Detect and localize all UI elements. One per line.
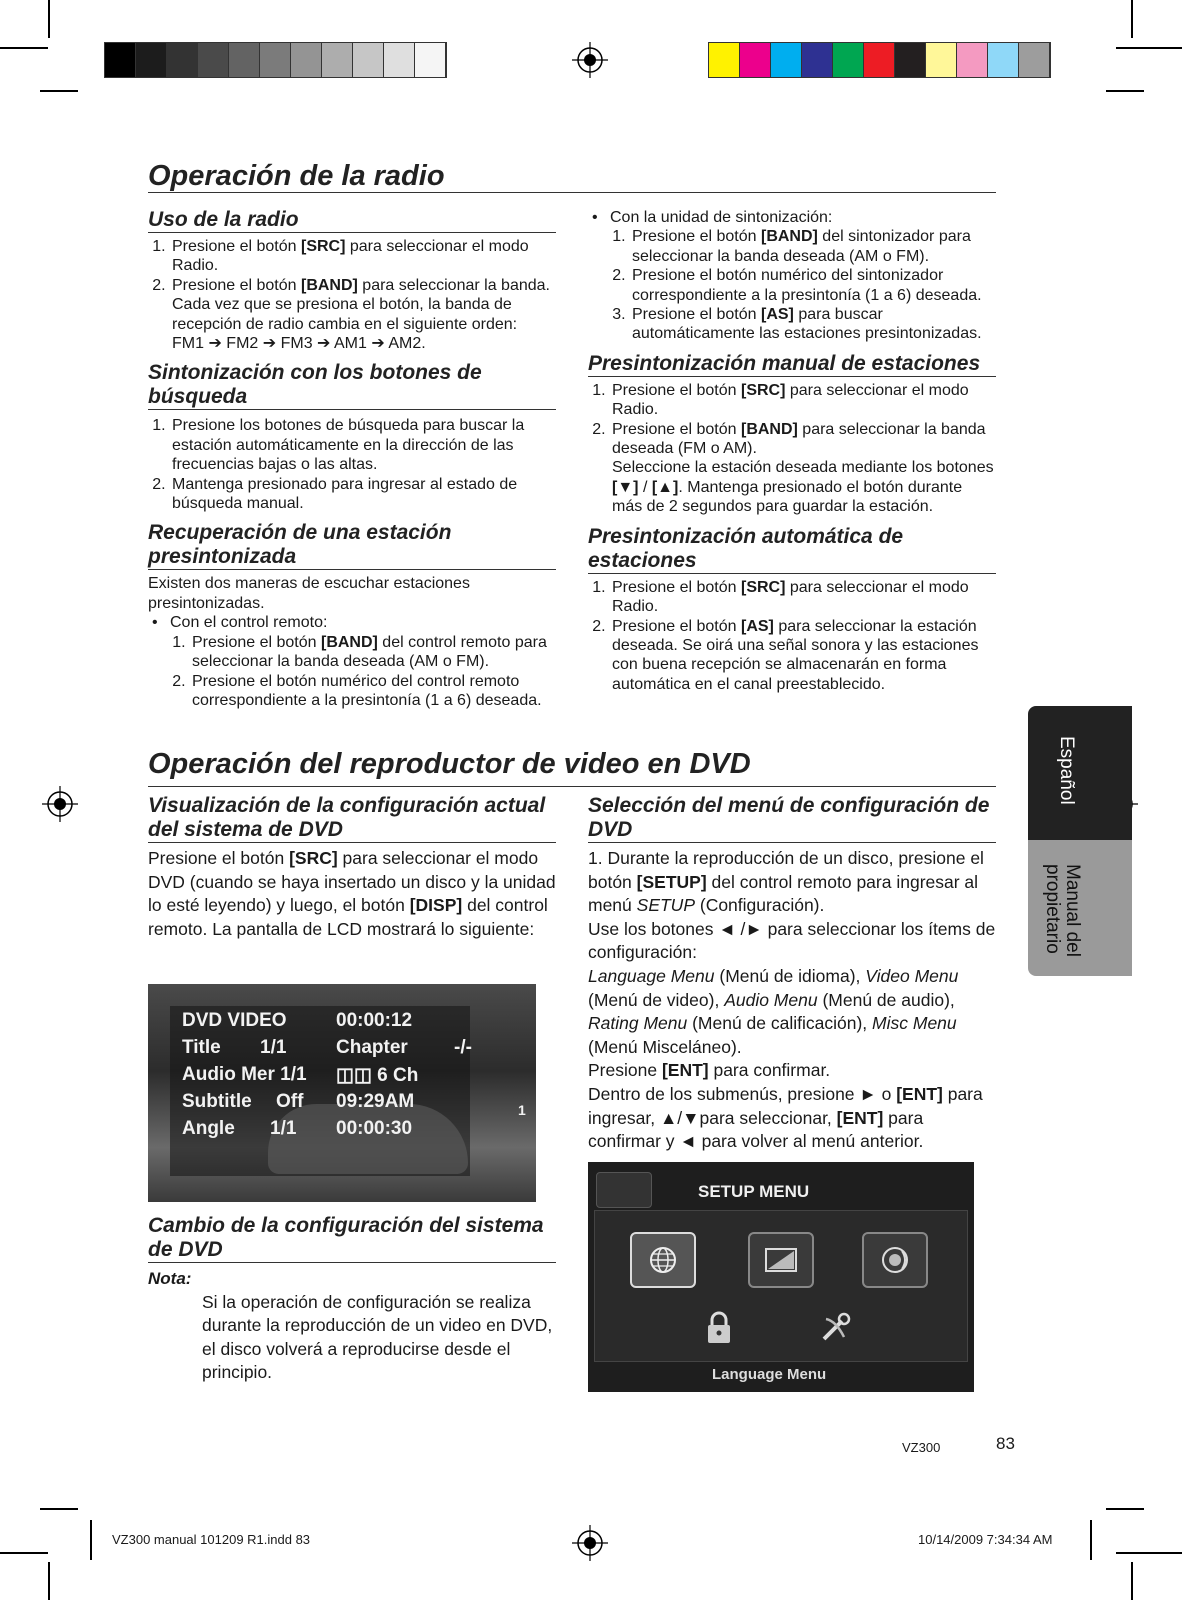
color-swatch (353, 43, 384, 77)
osd-label: DVD VIDEO (182, 1010, 287, 1031)
list-item: 1. Presione los botones de búsqueda para buscar la estación automáticamente en la dirección de las frecuencias bajas o las altas. (170, 416, 556, 474)
osd-label: Chapter (336, 1037, 408, 1058)
osd-value: 00:00:12 (336, 1010, 413, 1031)
slug-left: VZ300 manual 101209 R1.indd 83 (112, 1532, 311, 1547)
crop-mark (0, 47, 48, 49)
dvd-title-rule (148, 786, 996, 787)
dvd-left-column (148, 794, 556, 941)
list-item: 2. Presione el botón numérico del sintonizador correspondiente a la presintonía (1 a 6) deseada. (630, 266, 996, 305)
page-number: 83 (996, 1434, 1015, 1453)
registration-mark-icon (572, 42, 608, 78)
color-swatch (1019, 43, 1050, 77)
crop-mark (1090, 1520, 1092, 1560)
crop-mark (48, 0, 50, 38)
color-swatch (322, 43, 353, 77)
list-item: 1. Presione el botón [SRC] para seleccionar el modo Radio. (610, 578, 996, 617)
color-swatch (988, 43, 1019, 77)
uso-heading: Uso de la radio (148, 208, 299, 231)
busqueda-heading: Sintonización con los botones de búsqueda (148, 361, 482, 409)
list-item: 2. Presione el botón [AS] para seleccionar la estación deseada. Se oirá una señal sonora y las estaciones con buena recepción se almacenarán en forma automática en el canal preestablecido. (610, 617, 996, 695)
monitor-icon (764, 1246, 798, 1274)
grayscale-color-bar (104, 42, 447, 78)
color-swatch (709, 43, 740, 77)
video-menu-icon[interactable] (748, 1232, 814, 1288)
dvd-section-title: Operación del reproductor de video en DVD (148, 748, 751, 780)
language-menu-icon[interactable] (630, 1232, 696, 1288)
osd-value: ◫◫ 6 Ch (336, 1065, 419, 1086)
seleccion-buttons: Use los botones ◄ /► para seleccionar los ítems de configuración: (588, 918, 996, 963)
audio-menu-icon[interactable] (862, 1232, 928, 1288)
color-swatch (833, 43, 864, 77)
crop-mark (1106, 90, 1144, 92)
list-item: 2. Presione el botón [BAND] para seleccionar la banda. Cada vez que se presiona el botón, la banda de recepción de radio cambia en el siguiente orden: FM1 ➔ FM2 ➔ FM3 ➔ AM1 ➔ AM2. (170, 276, 556, 354)
color-swatch (740, 43, 771, 77)
dvd-right-column (588, 794, 996, 1154)
crop-mark (1106, 1508, 1144, 1510)
cambio-heading: Cambio de la configuración del sistema de DVD (148, 1214, 544, 1261)
crop-mark (40, 1508, 78, 1510)
process-color-bar (708, 42, 1051, 78)
color-swatch (926, 43, 957, 77)
osd-label: Subtitle (182, 1091, 252, 1112)
color-swatch (415, 43, 446, 77)
color-swatch (802, 43, 833, 77)
uso-steps (148, 237, 556, 353)
osd-value: 1/1 (260, 1037, 287, 1058)
seleccion-step1: 1. Durante la reproducción de un disco, presione el botón [SETUP] del control remoto para ingresar al menú SETUP (Configuración). (588, 848, 984, 916)
crop-mark (1116, 1552, 1182, 1554)
list-item: 2. Presione el botón [BAND] para seleccionar la banda deseada (FM o AM). Seleccione la estación deseada mediante los botones [▼] / [▲]. Mantenga presionado el botón durante más de 2 segundos para guardar la estación. (610, 420, 996, 517)
crop-mark (1116, 47, 1182, 49)
tab-manual-propietario (1028, 840, 1132, 976)
seleccion-menus: Language Menu (Menú de idioma), Video Menu (Menú de video), Audio Menu (Menú de audio), Rating Menu (Menú de calificación), Misc Menu (Menú Misceláneo). (588, 965, 959, 1057)
crop-mark (1131, 1562, 1133, 1600)
lock-icon (705, 1311, 733, 1345)
list-item: 2. Mantenga presionado para ingresar al estado de búsqueda manual. (170, 475, 556, 514)
osd-label: Angle (182, 1118, 235, 1139)
manual-heading: Presintonización manual de estaciones (588, 351, 981, 375)
manual-steps (588, 381, 996, 517)
recuperacion-heading: Recuperación de una estación presintonizada (148, 521, 452, 569)
list-item: 1. Presione el botón [SRC] para seleccionar el modo Radio. (170, 237, 556, 276)
crop-mark (1131, 0, 1133, 38)
slug-right: 10/14/2009 7:34:34 AM (918, 1532, 1053, 1547)
seleccion-submenus: Dentro de los submenús, presione ► o [ENT] para ingresar, ▲/▼para seleccionar, [ENT] para confirmar y ◄ para volver al menú anterior. (588, 1083, 983, 1152)
registration-mark-icon (42, 786, 78, 822)
radio-section-title: Operación de la radio (148, 160, 445, 192)
crop-mark (48, 1562, 50, 1600)
osd-value: 1/1 (270, 1118, 297, 1139)
color-swatch (229, 43, 260, 77)
list-item: 1. Presione el botón [BAND] del sintonizador para seleccionar la banda deseada (AM o FM). (630, 227, 996, 266)
color-swatch (864, 43, 895, 77)
list-item: 1. Presione el botón [SRC] para seleccionar el modo Radio. (610, 381, 996, 420)
tab-manual-label-line1: Manual del (1062, 864, 1083, 957)
speaker-icon (880, 1245, 910, 1275)
color-swatch (957, 43, 988, 77)
tab-espanol (1028, 706, 1132, 840)
list-item: • Con la unidad de sintonización: 1. Presione el botón [BAND] del sintonizador para seleccionar la banda deseada (AM o FM). 2. Presione el botón numérico del sintonizador correspondiente a la presintonía (1 a 6) deseada. 3. Presione el botón [AS] para buscar automáticamente las estaciones presintonizadas. (610, 208, 996, 344)
automatica-steps (588, 578, 996, 694)
cambio-block (148, 1214, 556, 1385)
tab-espanol-label: Español (1056, 736, 1077, 805)
tools-icon (818, 1311, 852, 1345)
list-item: 2. Presione el botón numérico del control remoto correspondiente a la presintonía (1 a 6) deseada. (190, 672, 556, 711)
setup-menu-title: SETUP MENU (698, 1182, 810, 1201)
osd-value: 00:00:30 (336, 1118, 413, 1139)
busqueda-steps (148, 416, 556, 513)
osd-marker: 1 (518, 1102, 526, 1118)
color-swatch (291, 43, 322, 77)
crop-mark (90, 1520, 92, 1560)
band-order: FM1 ➔ FM2 ➔ FM3 ➔ AM1 ➔ AM2. (172, 335, 426, 353)
osd-label: Audio Mer 1/1 (182, 1064, 307, 1085)
osd-label: Title (182, 1037, 221, 1058)
tab-manual-label-line2: propietario (1042, 864, 1063, 954)
setup-menu-footer: Language Menu (712, 1366, 827, 1383)
color-swatch (260, 43, 291, 77)
osd-value: 09:29AM (336, 1091, 415, 1112)
dvd-info-screen (148, 984, 536, 1202)
seleccion-heading: Selección del menú de configuración de DVD (588, 794, 990, 841)
visualizacion-text: Presione el botón [SRC] para seleccionar el modo DVD (cuando se haya insertado un disco y la unidad lo esté leyendo) y luego, el botón [DISP] del control remoto. La pantalla de LCD mostrará lo siguiente: (148, 848, 556, 939)
setup-menu-screen (588, 1162, 974, 1392)
color-swatch (136, 43, 167, 77)
list-item: • Con el control remoto: 1. Presione el botón [BAND] del control remoto para seleccionar la banda deseada (AM o FM). 2. Presione el botón numérico del control remoto correspondiente a la presintonía (1 a 6) deseada. (170, 613, 556, 710)
color-swatch (895, 43, 926, 77)
radio-title-rule (148, 192, 996, 193)
color-swatch (384, 43, 415, 77)
recuperacion-intro: Existen dos maneras de escuchar estaciones presintonizadas. (148, 575, 470, 612)
model-label: VZ300 (902, 1440, 941, 1455)
misc-menu-icon[interactable] (804, 1302, 866, 1354)
unit-method (588, 208, 996, 344)
radio-right-column (588, 208, 996, 694)
visualizacion-heading: Visualización de la configuración actual del sistema de DVD (148, 794, 546, 841)
color-swatch (167, 43, 198, 77)
radio-left-column (148, 208, 556, 710)
list-item: 3. Presione el botón [AS] para buscar automáticamente las estaciones presintonizadas. (630, 305, 996, 344)
list-item: 1. Presione el botón [BAND] del control remoto para seleccionar la banda deseada (AM o FM). (190, 633, 556, 672)
globe-icon (648, 1245, 678, 1275)
color-swatch (105, 43, 136, 77)
registration-mark-icon (572, 1525, 608, 1561)
color-swatch (771, 43, 802, 77)
rating-menu-icon[interactable] (688, 1302, 750, 1354)
seleccion-confirm: Presione [ENT] para confirmar. (588, 1060, 831, 1081)
automatica-heading: Presintonización automática de estaciones (588, 524, 904, 572)
recuperacion-methods (148, 613, 556, 710)
setup-menu-tab (596, 1172, 652, 1208)
osd-value: -/- (454, 1037, 472, 1058)
nota-label: Nota: (148, 1269, 192, 1288)
osd-value: Off (276, 1091, 304, 1112)
crop-mark (0, 1552, 48, 1554)
nota-text: Si la operación de configuración se realiza durante la reproducción de un video en DVD, el disco volverá a reproducirse desde el principio. (202, 1291, 553, 1383)
crop-mark (40, 90, 78, 92)
color-swatch (198, 43, 229, 77)
